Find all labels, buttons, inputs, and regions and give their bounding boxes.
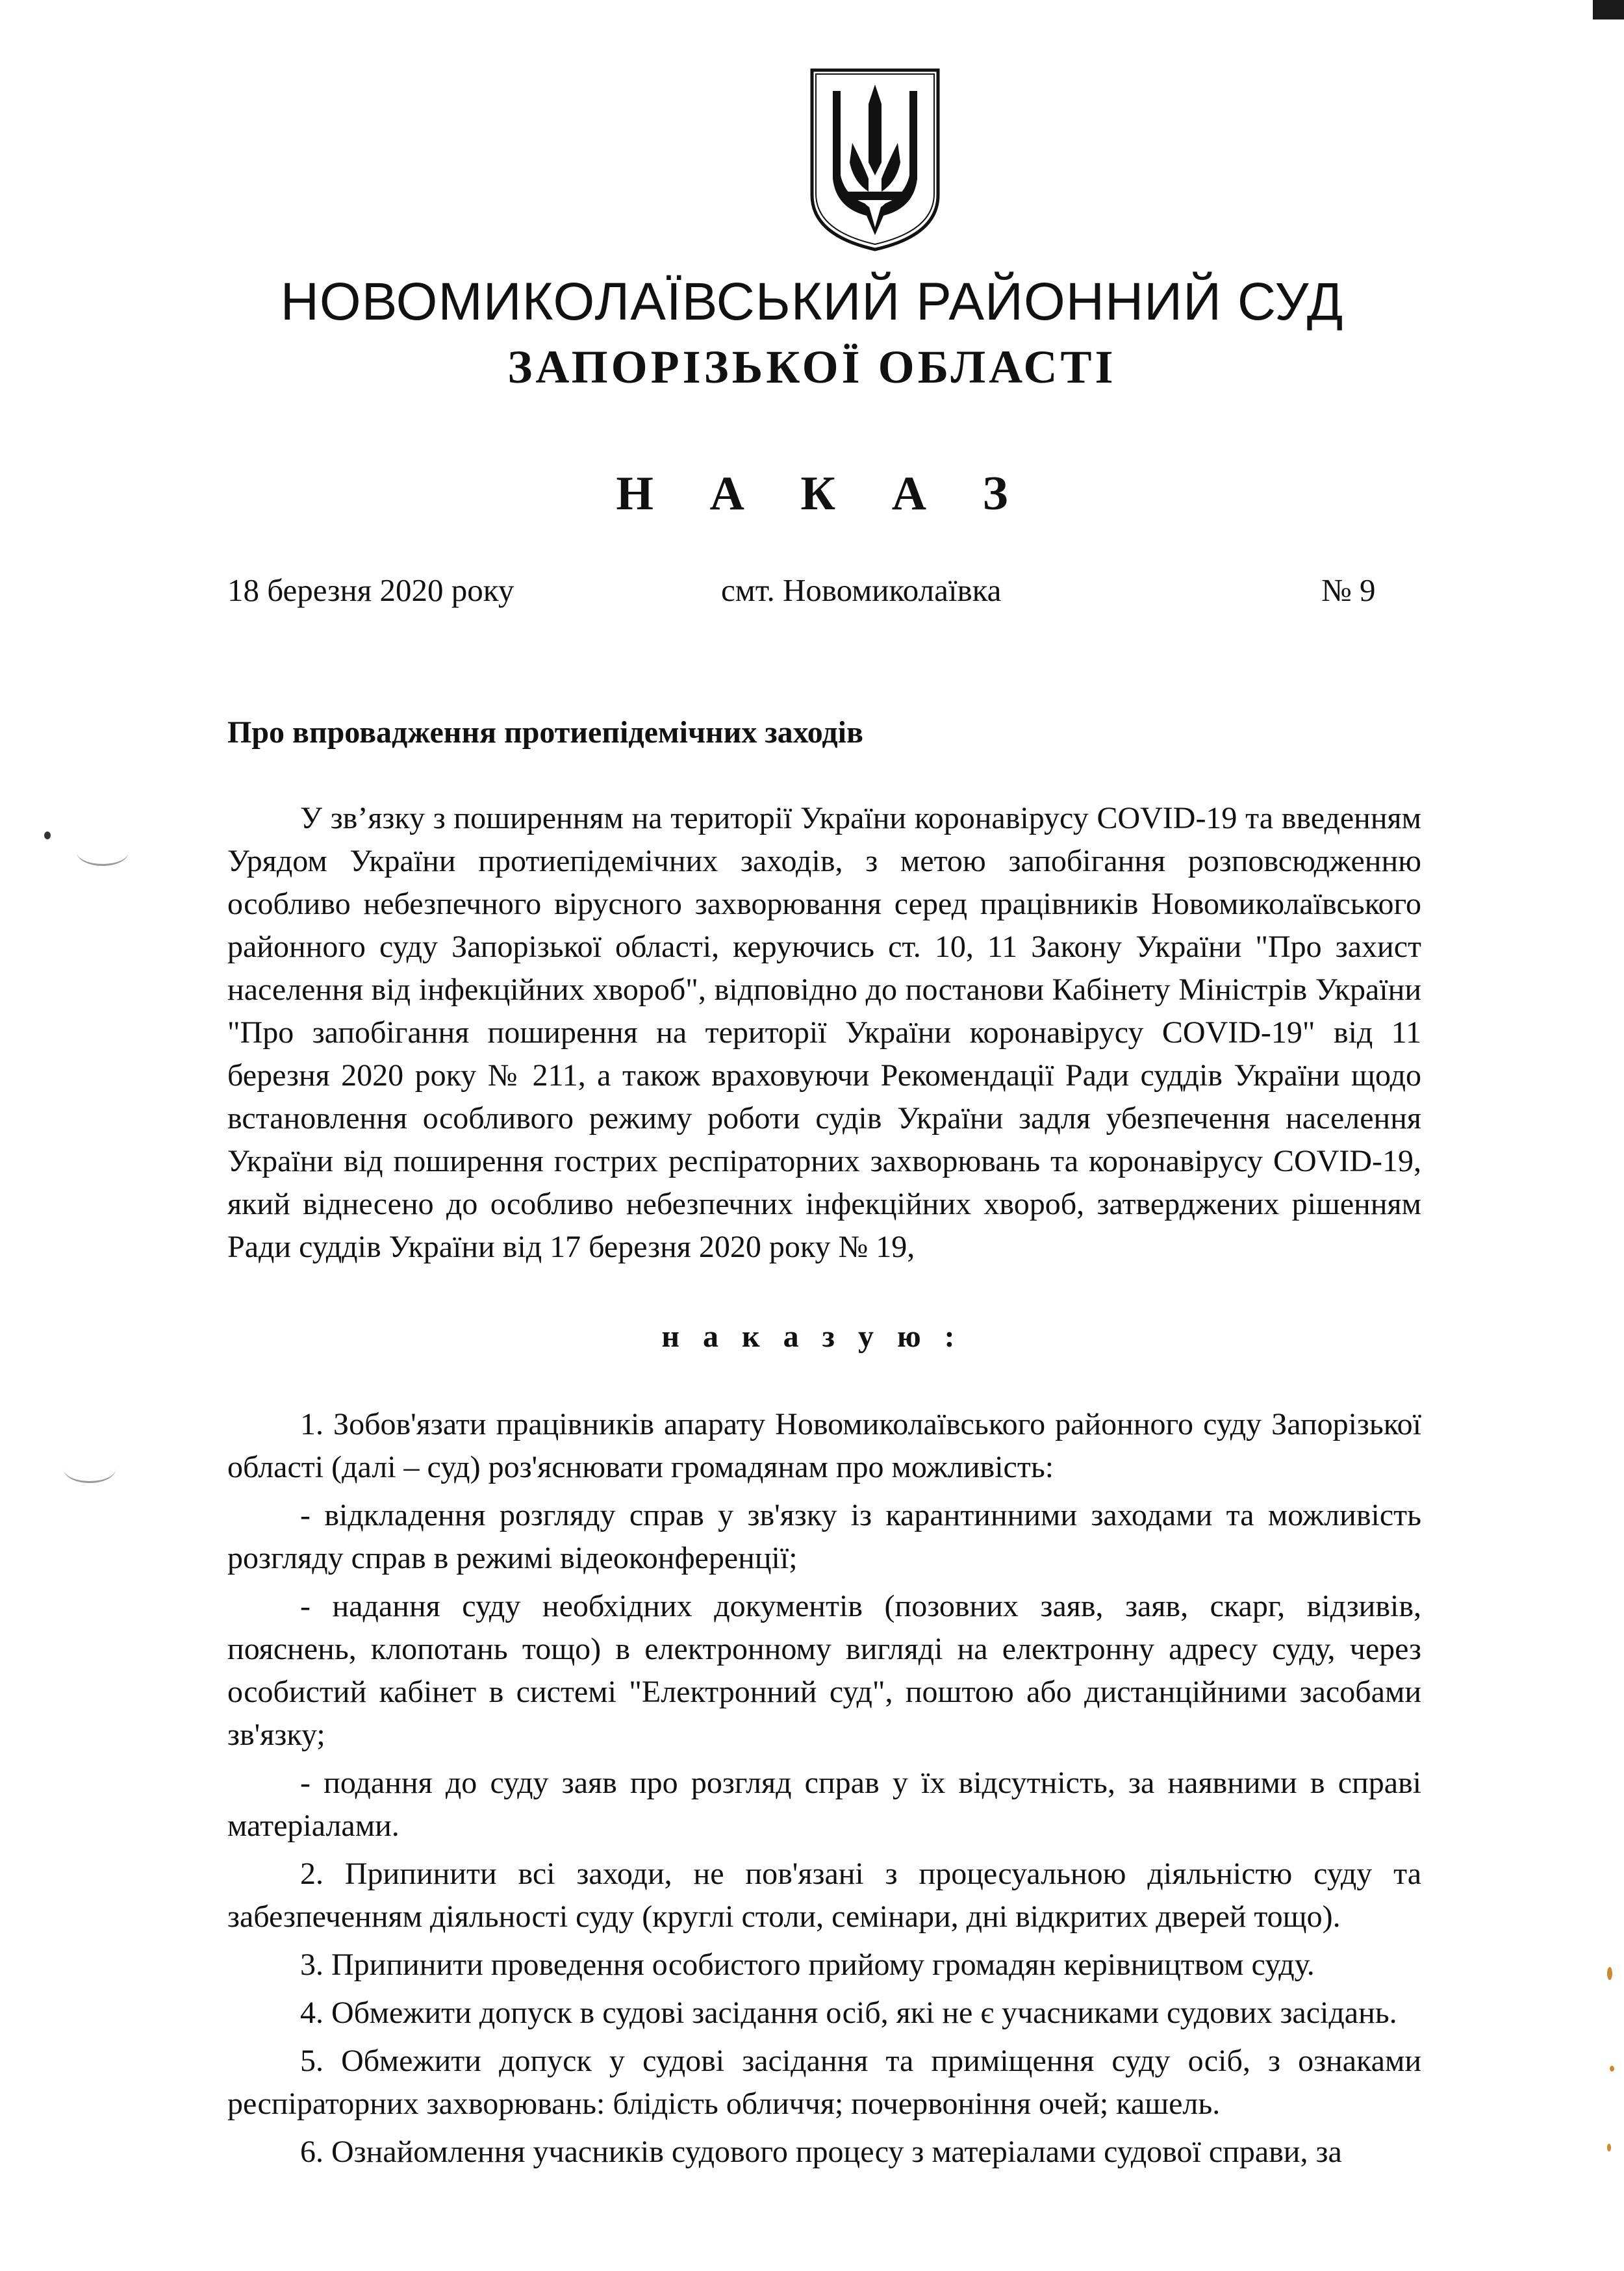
scan-edge-mark: [1593, 0, 1624, 19]
punch-hole-mark: [77, 838, 129, 866]
scan-stain: [1607, 2144, 1611, 2151]
order-item-1a: - відкладення розгляду справ у зв'язку із карантинними заходами та можливість розгляду справ в режимі відеоконференції;: [227, 1498, 1421, 1575]
document-number: № 9: [1321, 572, 1376, 608]
scan-stain: [1610, 2066, 1614, 2072]
document-date: 18 березня 2020 року: [227, 572, 514, 608]
order-item-5: 5. Обмежити допуск у судові засідання та приміщення суду осіб, з ознаками респіраторних захворювань: блідість обличчя; почервоніння очей; кашель.: [227, 2044, 1421, 2121]
document-subject: Про впровадження протиепідемічних заходів: [227, 715, 863, 750]
order-item-1c: - подання до суду заяв про розгляд справ у їх відсутність, за наявними в справі матеріалами.: [227, 1766, 1421, 1843]
order-item-4: 4. Обмежити допуск в судові засідання осіб, які не є учасниками судових засідань.: [300, 1996, 1397, 2030]
scan-speck: [44, 831, 51, 839]
coat-of-arms-icon: [807, 65, 943, 253]
punch-hole-mark: [64, 1455, 116, 1483]
order-item-1b: - надання суду необхідних документів (позовних заяв, заяв, скарг, відзивів, пояснень, клопотань тощо) в електронному вигляді на електронну адресу суду, через особистий кабінет в системі "Електронний суд", поштою або дистанційними засобами зв'язку;: [227, 1589, 1421, 1752]
order-item-3: 3. Припинити проведення особистого прийому громадян керівництвом суду.: [300, 1947, 1315, 1982]
document-place: смт. Новомиколаївка: [721, 572, 1002, 608]
order-item-2: 2. Припинити всі заходи, не пов'язані з процесуальною діяльністю суду та забезпеченням діяльності суду (круглі столи, семінари, дні відкритих дверей тощо).: [227, 1857, 1421, 1934]
scan-stain: [1607, 1967, 1612, 1980]
order-item-1: 1. Зобов'язати працівників апарату Новомиколаївського районного суду Запорізької області (далі – суд) роз'яснювати громадянам про можливість:: [227, 1407, 1421, 1484]
intro-paragraph: [227, 797, 1421, 1269]
order-word: н а к а з у ю :: [661, 1319, 963, 1354]
document-type-title: Н А К А З: [616, 467, 1030, 520]
court-name-line1: НОВОМИКОЛАЇВСЬКИЙ РАЙОННИЙ СУД: [280, 272, 1344, 331]
intro-text: У зв’язку з поширенням на території України коронавірусу COVID-19 та введенням Урядом України протиепідемічних заходів, з метою запобігання розповсюдженню особливо небезпечного вірусного захворювання серед працівників Новомиколаївського районного суду Запорізької області, керуючись ст. 10, 11 Закону України "Про захист населення від інфекційних хвороб", відповідно до постанови Кабінету Міністрів України "Про запобігання поширення на території України коронавірусу COVID-19" від 11 березня 2020 року № 211, а також враховуючи Рекомендації Ради суддів України щодо встановлення особливого режиму роботи судів України задля убезпечення населення України від поширення гострих респіраторних захворювань та коронавірусу COVID-19, який віднесено до особливо небезпечних інфекційних хвороб, затверджених рішенням Ради суддів України від 17 березня 2020 року № 19,: [227, 801, 1421, 1264]
order-items: [227, 1403, 1421, 2179]
court-name-line2: ЗАПОРІЗЬКОЇ ОБЛАСТІ: [507, 341, 1117, 393]
order-item-6: 6. Ознайомлення учасників судового процесу з матеріалами судової справи, за: [300, 2135, 1342, 2169]
